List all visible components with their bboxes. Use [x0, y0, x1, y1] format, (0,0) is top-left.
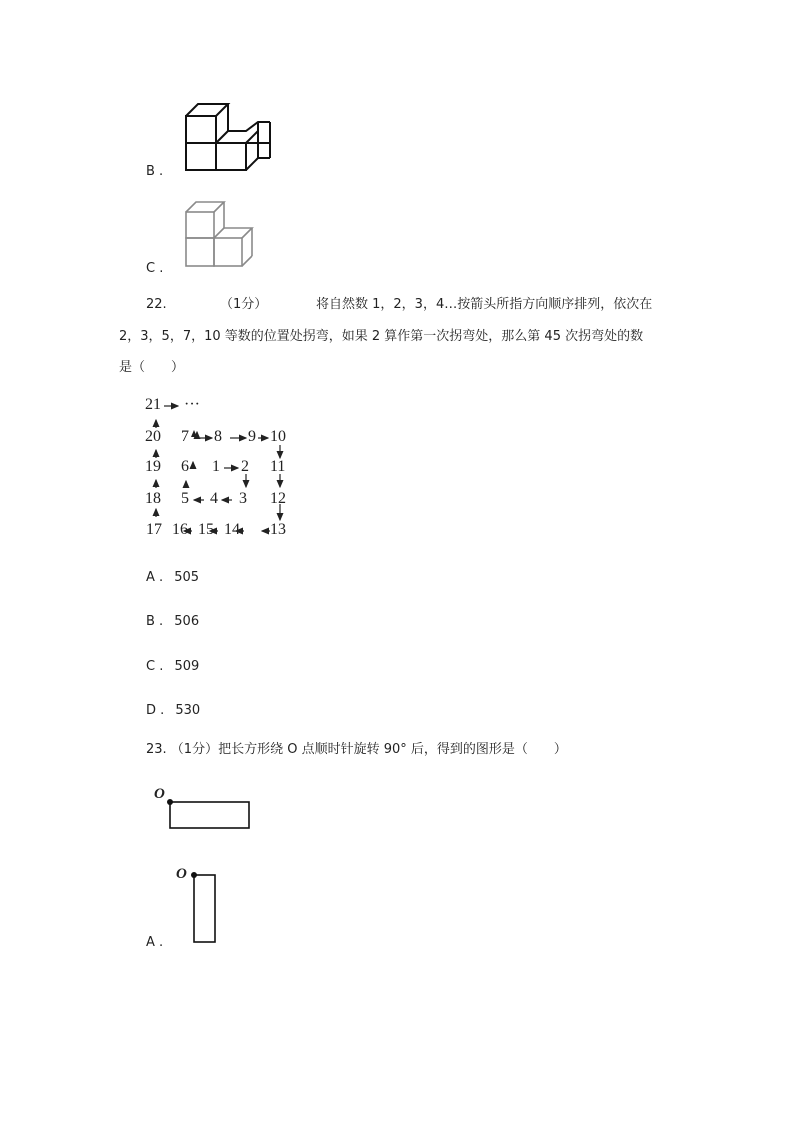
rectangle-figure — [150, 786, 260, 836]
spiral-number-10: 10 — [270, 428, 286, 445]
spiral-number-19: 19 — [145, 458, 161, 475]
option-a[interactable] — [146, 566, 199, 586]
rectangle-shape — [150, 786, 260, 836]
option-c[interactable] — [146, 655, 199, 675]
option-value: 505 — [174, 570, 200, 585]
option-value: 506 — [174, 614, 200, 629]
spiral-number-18: 18 — [145, 490, 161, 507]
question-23-text: 23. （1分）把长方形绕 O 点顺时针旋转 90° 后，得到的图形是（ ） — [146, 742, 567, 757]
rotated-rectangle-figure[interactable] — [170, 862, 230, 948]
spiral-number-5: 5 — [181, 490, 189, 507]
spiral-number-3: 3 — [239, 490, 247, 507]
question-22-score: （1分） — [220, 297, 268, 312]
spiral-number-20: 20 — [145, 428, 161, 445]
question-22-line-3: 是（ ） — [119, 360, 185, 375]
rotated-rectangle-shape — [170, 862, 230, 948]
option-c-label: C . — [146, 261, 164, 276]
question-22-line-1: 将自然数 1，2，3，4…按箭头所指方向顺序排列，依次在 — [316, 297, 653, 312]
spiral-number-2: 2 — [241, 458, 249, 475]
option-d[interactable] — [146, 699, 200, 719]
spiral-number-9: 9 — [248, 428, 256, 445]
option-label: C . — [146, 659, 164, 674]
spiral-number-13: 13 — [270, 521, 286, 538]
option-value: 530 — [175, 703, 201, 718]
option-value: 509 — [174, 659, 200, 674]
spiral-number-11: 11 — [270, 458, 286, 475]
spiral-number-4: 4 — [210, 490, 218, 507]
cube-figure-b — [180, 98, 280, 174]
spiral-number-16: 16 — [172, 521, 188, 538]
spiral-ellipsis: ··· — [184, 396, 200, 413]
option-label: B . — [146, 614, 164, 629]
spiral-number-21: 21 — [145, 396, 161, 413]
question-22-number: 22. — [146, 297, 167, 312]
question-22-line-2: 2，3，5，7，10 等数的位置处拐弯，如果 2 算作第一次拐弯处，那么第 45 次拐弯处的数 — [119, 329, 644, 344]
cube-figure-c — [180, 198, 260, 270]
option-b[interactable] — [146, 610, 199, 630]
spiral-number-8: 8 — [214, 428, 222, 445]
spiral-number-17: 17 — [146, 521, 162, 538]
spiral-number-1: 1 — [212, 458, 220, 475]
spiral-number-6: 6 — [181, 458, 189, 475]
option-label: D . — [146, 703, 165, 718]
option-b-label: B . — [146, 164, 164, 179]
point-o-label: O — [154, 786, 165, 802]
option-label: A . — [146, 570, 164, 585]
spiral-number-7: 7 — [181, 428, 189, 445]
spiral-number-14: 14 — [224, 521, 240, 538]
spiral-number-12: 12 — [270, 490, 286, 507]
number-spiral-figure — [140, 392, 310, 544]
question-23-option-a-label: A . — [146, 935, 164, 950]
option-a-point-o-label: O — [176, 866, 187, 882]
spiral-number-15: 15 — [198, 521, 214, 538]
